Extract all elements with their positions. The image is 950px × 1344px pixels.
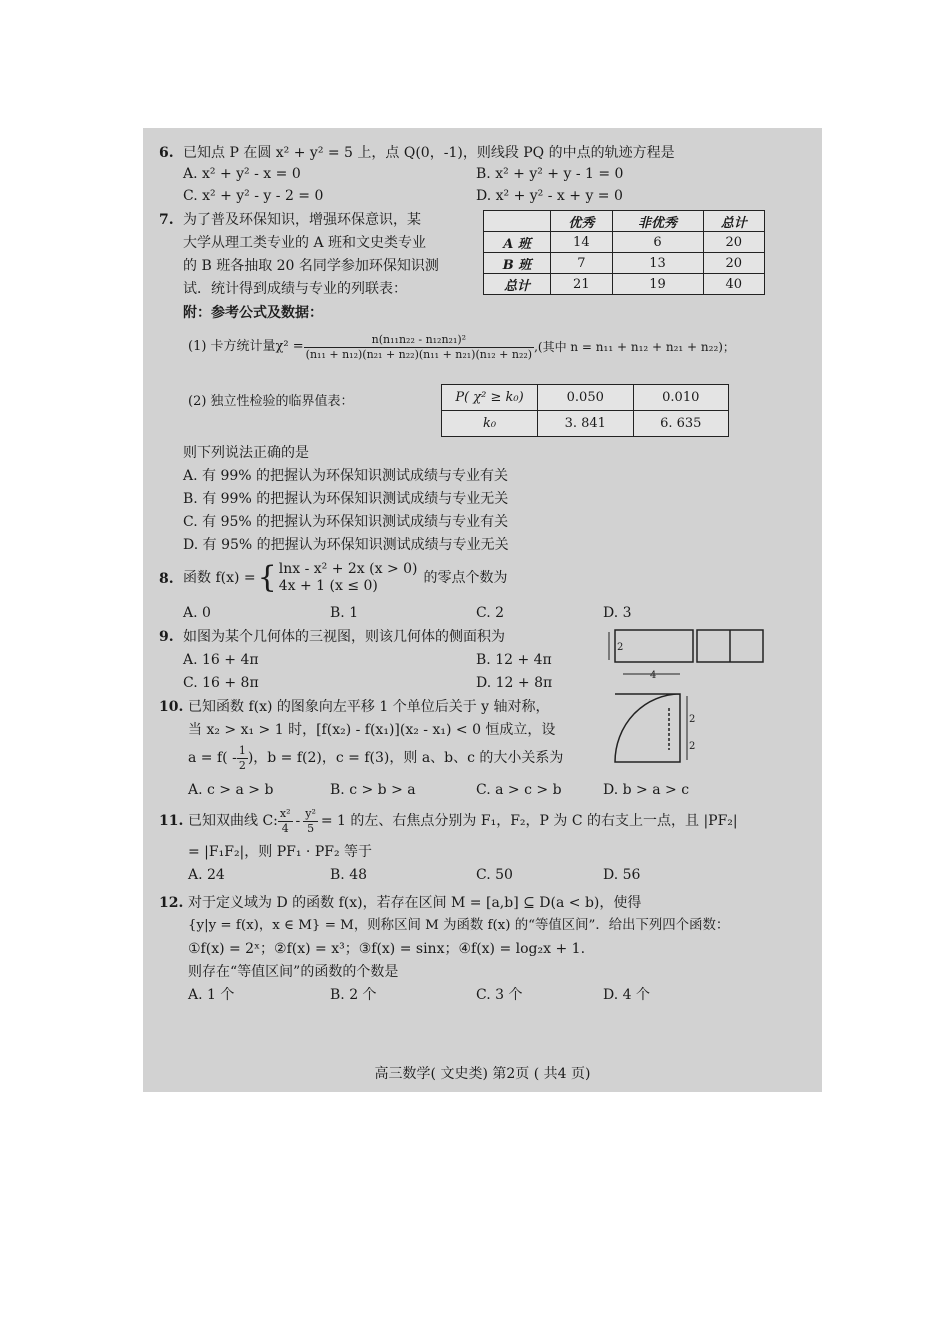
q7-question: 则下列说法正确的是	[183, 445, 309, 461]
q10-line2: 当 x₂ > x₁ > 1 时，[f(x₂) - f(x₁)](x₂ - x₁) < 0 恒成立，设	[188, 722, 556, 738]
q10-option-d: D. b > a > c	[603, 782, 690, 798]
dim-side-label-2: 2	[689, 741, 696, 752]
q8-cases	[279, 561, 418, 595]
q10-line3-a: a = f( -	[188, 750, 237, 766]
critical-header: k₀	[442, 411, 538, 437]
q11-option-c: C. 50	[476, 867, 513, 883]
dim-left-label: 2	[617, 642, 624, 653]
table-header-total: 总计	[703, 211, 764, 232]
top-view	[615, 694, 680, 762]
q12-option-d: D. 4 个	[603, 987, 650, 1003]
q12-line2: {y|y = f(x)，x ∈ M} = M，则称区间 M 为函数 f(x) 的“等值区间”．给出下列四个函数：	[188, 918, 730, 933]
table-header-excellent: 优秀	[551, 211, 612, 232]
table-cell: 40	[703, 274, 764, 295]
dim-top-label: 4	[650, 670, 657, 681]
q12-option-b: B. 2 个	[330, 987, 377, 1003]
q10-number: 10.	[159, 699, 184, 715]
q7-stem-line1: 为了普及环保知识，增强环保意识，某	[183, 212, 421, 228]
table-cell: 20	[703, 232, 764, 253]
q11-option-a: A. 24	[188, 867, 225, 883]
q10-option-b: B. c > b > a	[330, 782, 416, 798]
q8-option-a: A. 0	[183, 605, 211, 621]
q6-option-d: D. x² + y² - x + y = 0	[476, 188, 623, 204]
three-view-figure	[605, 624, 775, 784]
table-cell: 13	[612, 253, 703, 274]
q11-minus: -	[295, 813, 301, 829]
q7-stem-line2: 大学从理工类专业的 A 班和文史类专业	[183, 235, 427, 251]
q10-line3	[188, 740, 563, 776]
q7-option-b: B. 有 99% 的把握认为环保知识测试成绩与专业无关	[183, 491, 509, 507]
critical-cell: 0.050	[538, 385, 634, 411]
q7-option-d: D. 有 95% 的把握认为环保知识测试成绩与专业无关	[183, 537, 509, 553]
formula-numerator: n(n₁₁n₂₂ - n₁₂n₂₁)²	[304, 333, 534, 348]
page-footer: 高三数学( 文史类) 第2页 ( 共4 页)	[374, 1066, 591, 1082]
q11-frac2	[303, 807, 318, 836]
q8-case1: lnx - x² + 2x (x > 0)	[278, 561, 418, 577]
q7-number: 7.	[159, 212, 174, 228]
table-cell: 20	[703, 253, 764, 274]
table-cell: 6	[612, 232, 703, 253]
q8-option-c: C. 2	[476, 605, 505, 621]
q8-option-d: D. 3	[603, 605, 632, 621]
table-header-blank	[484, 211, 551, 232]
critical-cell: 3. 841	[538, 411, 634, 437]
q11-post: = 1 的左、右焦点分别为 F₁，F₂，P 为 C 的右支上一点，且 |PF₂|	[320, 813, 738, 829]
q11-line1	[188, 804, 738, 838]
q6-option-b: B. x² + y² + y - 1 = 0	[476, 166, 624, 182]
q7-stem-line3: 的 B 班各抽取 20 名同学参加环保知识测	[183, 258, 439, 274]
q12-number: 12.	[159, 895, 184, 911]
q11-frac1-num: x²	[279, 806, 291, 820]
dim-side-label-1: 2	[689, 714, 696, 725]
critical-value-table	[441, 384, 729, 437]
q12-line3: ①f(x) = 2ˣ；②f(x) = x³；③f(x) = sinx；④f(x) = log₂x + 1.	[188, 941, 586, 957]
q6-option-c: C. x² + y² - y - 2 = 0	[183, 188, 324, 204]
q9-option-a: A. 16 + 4π	[183, 652, 259, 668]
q10-frac-den: 2	[238, 758, 246, 772]
q10-line3-b: )，b = f(2)，c = f(3)，则 a、b、c 的大小关系为	[247, 750, 564, 766]
q11-frac1	[278, 807, 293, 836]
q8-option-b: B. 1	[330, 605, 359, 621]
q9-option-b: B. 12 + 4π	[476, 652, 552, 668]
critical-cell: 0.010	[633, 385, 729, 411]
q7-option-c: C. 有 95% 的把握认为环保知识测试成绩与专业有关	[183, 514, 509, 530]
q10-option-a: A. c > a > b	[188, 782, 274, 798]
table-cell: 7	[551, 253, 612, 274]
formula-note: ,(其中 n = n₁₁ + n₁₂ + n₂₁ + n₂₂)；	[534, 340, 735, 354]
q11-frac2-num: y²	[305, 806, 316, 820]
q6-option-a: A. x² + y² - x = 0	[183, 166, 301, 182]
table-cell: 21	[551, 274, 612, 295]
table-cell: 19	[612, 274, 703, 295]
q6-stem: 已知点 P 在圆 x² + y² = 5 上，点 Q(0，-1)，则线段 PQ 的中点的轨迹方程是	[183, 145, 675, 161]
critical-value-label: (2) 独立性检验的临界值表：	[188, 394, 354, 409]
q10-option-c: C. a > c > b	[476, 782, 562, 798]
formula-fraction	[304, 333, 534, 362]
formula-label: (1) 卡方统计量χ² =	[188, 339, 304, 354]
front-view	[615, 630, 693, 662]
q10-line1: 已知函数 f(x) 的图象向左平移 1 个单位后关于 y 轴对称，	[188, 699, 550, 715]
table-row-label: A 班	[484, 232, 551, 253]
q8-case2: 4x + 1 (x ≤ 0)	[278, 578, 378, 594]
chi-square-formula	[188, 327, 735, 367]
q8-piecewise	[183, 556, 508, 600]
q11-number: 11.	[159, 813, 184, 829]
q7-stem-line4: 试．统计得到成绩与专业的列联表：	[183, 281, 407, 297]
left-brace-icon: {	[257, 560, 277, 595]
q11-pre: 已知双曲线 C:	[188, 813, 278, 829]
q9-option-c: C. 16 + 8π	[183, 675, 259, 691]
q12-line4: 则存在“等值区间”的函数的个数是	[188, 964, 399, 980]
q7-appendix: 附：参考公式及数据：	[183, 305, 323, 321]
table-row-label: 总计	[484, 274, 551, 295]
table-row-label: B 班	[484, 253, 551, 274]
q11-frac1-den: 4	[281, 821, 289, 835]
q12-line1: 对于定义域为 D 的函数 f(x)，若存在区间 M = [a,b] ⊆ D(a < b)，使得	[188, 895, 642, 911]
contingency-table	[483, 210, 765, 295]
q7-option-a: A. 有 99% 的把握认为环保知识测试成绩与专业有关	[183, 468, 509, 484]
q11-line2: = |F₁F₂|，则 PF₁ · PF₂ 等于	[188, 844, 373, 860]
scanned-exam-page	[143, 128, 822, 1092]
q11-option-d: D. 56	[603, 867, 641, 883]
formula-denominator: (n₁₁ + n₁₂)(n₂₁ + n₂₂)(n₁₁ + n₂₁)(n₁₂ + n₂₂)	[305, 347, 533, 361]
q9-number: 9.	[159, 629, 174, 645]
q9-option-d: D. 12 + 8π	[476, 675, 553, 691]
table-header-not-excellent: 非优秀	[612, 211, 703, 232]
q12-option-c: C. 3 个	[476, 987, 523, 1003]
q8-post: 的零点个数为	[423, 570, 508, 586]
q11-option-b: B. 48	[330, 867, 368, 883]
q10-frac-num: 1	[238, 743, 246, 757]
q8-number: 8.	[159, 571, 174, 587]
q11-frac2-den: 5	[307, 821, 315, 835]
q10-fraction	[237, 744, 248, 773]
q9-stem: 如图为某个几何体的三视图，则该几何体的侧面积为	[183, 629, 505, 645]
critical-cell: 6. 635	[633, 411, 729, 437]
critical-header: P( χ² ≥ k₀)	[442, 385, 538, 411]
q6-number: 6.	[159, 145, 174, 161]
table-cell: 14	[551, 232, 612, 253]
q8-pre: 函数 f(x) =	[183, 570, 256, 586]
q12-option-a: A. 1 个	[188, 987, 235, 1003]
